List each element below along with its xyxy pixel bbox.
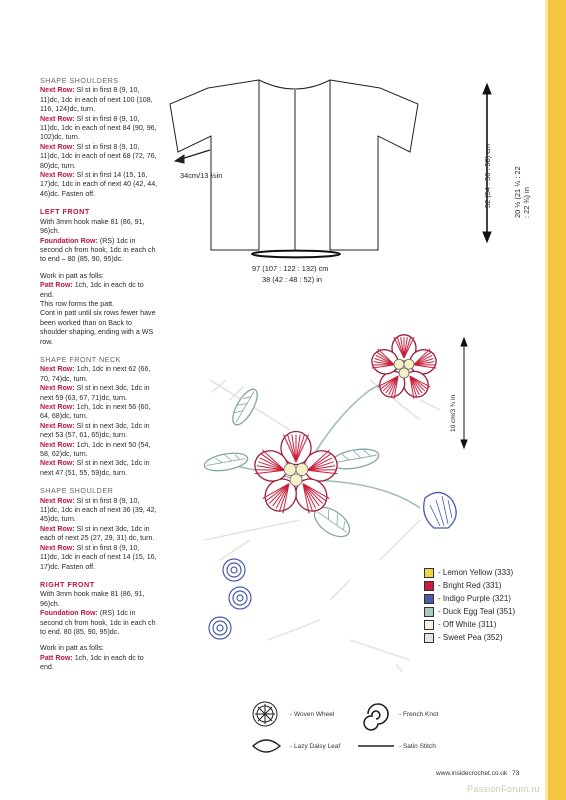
row-text: With 3mm hook make 81 (86, 91, 96)ch. <box>40 217 145 236</box>
legend-item <box>424 592 515 605</box>
row-text: Sl st in next 3dc, 1dc in next 53 (57, 61, 65)dc, turn. <box>40 421 150 440</box>
row-text: Sl st in first 8 (9, 10, 11)dc, 1dc in each of next 68 (72, 76, 80)dc, turn. <box>40 142 157 170</box>
row-text: (RS) 1dc in second ch from hook, 1dc in each ch to end. 80 (85, 90, 95)dc. <box>40 609 156 636</box>
sleeve-arrow <box>175 150 210 163</box>
french-knot-icon <box>364 704 388 730</box>
row-label: Foundation Row: <box>40 236 98 245</box>
row-text: Cont in patt until six rows fewer have been worked than on Back to shoulder shaping, ending with a WS row. <box>40 309 156 346</box>
row-label: Next Row: <box>40 496 75 505</box>
section-heading: SHAPE FRONT NECK <box>40 354 121 364</box>
length-cm-label: 52 (54 : 56 : 58) cm <box>483 143 492 208</box>
row-text: Work in patt as folls: <box>40 644 104 653</box>
row-text: Sl st in first 8 (9, 10, 11)dc, 1dc in each of next 84 (90, 96, 102)dc, turn. <box>40 114 157 142</box>
french-knot-centre <box>394 359 404 369</box>
french-knot-centre <box>399 368 409 378</box>
motif-size-arrow <box>461 338 467 448</box>
french-knot-centre <box>296 464 308 476</box>
legend-label: - Sweet Pea (352) <box>438 633 503 642</box>
row-text: Sl st in first 8 (9, 10, 11)dc, 1dc in each of next 36 (39, 42, 45)dc, turn. <box>40 496 157 524</box>
legend-label: - Indigo Purple (321) <box>438 594 511 603</box>
watermark: PassionForum.ru <box>466 784 540 794</box>
row-label: Next Row: <box>40 365 75 374</box>
row-label: Next Row: <box>40 142 75 151</box>
row-label: Next Row: <box>40 421 75 430</box>
row-text: Work in patt as folls: <box>40 271 104 280</box>
legend-label: - Bright Red (331) <box>438 581 502 590</box>
sleeve-label: 34cm/13 ½in <box>180 171 223 180</box>
woven-wheel-icon <box>253 702 277 726</box>
legend-item <box>424 618 515 631</box>
page-footer <box>436 770 519 777</box>
row-text: Sl st in next 3dc, 1dc in next 59 (63, 67, 71)dc, turn. <box>40 384 150 402</box>
row-label: Next Row: <box>40 459 75 468</box>
footer-site: www.insidecrochet.co.uk <box>436 770 508 777</box>
row-text: (RS) 1dc in second ch from hook, 1dc in each ch to end – 80 (85, 90, 95)dc. <box>40 236 156 264</box>
row-text: This row forms the patt. <box>40 299 115 308</box>
red-flower-large <box>251 432 341 518</box>
colour-swatch <box>424 633 434 643</box>
row-text: Sl st in next 3dc, 1dc in each of next 25 (27, 29, 31) dc, turn. <box>40 524 155 543</box>
french-knot-key-label: - French Knot <box>399 711 439 718</box>
leaf-left <box>203 450 249 473</box>
colour-swatch <box>424 581 434 591</box>
colour-swatch <box>424 607 434 617</box>
row-text: Sl st in first 14 (15, 16, 17)dc, 1dc in each of next 40 (42, 44, 46)dc. Fasten off. <box>40 171 158 198</box>
legend-label: - Lemon Yellow (333) <box>438 568 514 577</box>
row-label: Patt Row: <box>40 653 73 662</box>
garment-schematic <box>170 80 418 250</box>
woven-wheel-cluster <box>209 559 251 639</box>
width-arrow <box>252 251 340 258</box>
indigo-bud <box>424 492 456 528</box>
row-label: Patt Row: <box>40 281 73 290</box>
row-text: 1ch, 1dc in next 50 (54, 58, 62)dc, turn. <box>40 440 151 459</box>
width-cm-label: 97 (107 : 122 : 132) cm <box>252 264 329 273</box>
row-label: Foundation Row: <box>40 609 98 618</box>
section-heading: RIGHT FRONT <box>40 579 95 589</box>
woven-wheel-key-label: - Woven Wheel <box>290 711 335 718</box>
row-text: Sl st in first 8 (9, 10, 11)dc, 1dc in each of next 14 (15, 16, 17)dc. Fasten off. <box>40 543 157 571</box>
row-text: 1ch, 1dc in each dc to end. <box>40 653 144 672</box>
legend-label: - Duck Egg Teal (351) <box>438 607 516 616</box>
row-label: Next Row: <box>40 403 75 411</box>
row-text: Sl st in next 3dc, 1dc in next 47 (51, 55, 59)dc, turn. <box>40 459 150 477</box>
legend-item <box>424 605 515 618</box>
colour-swatch <box>424 594 434 604</box>
colour-legend <box>424 566 515 644</box>
colour-swatch <box>424 568 434 578</box>
legend-item <box>424 566 515 579</box>
width-in-label: 38 (42 : 48 : 52) in <box>262 275 322 284</box>
legend-item <box>424 579 515 592</box>
legend-label: - Off White (311) <box>438 620 497 629</box>
french-knot-centre <box>404 359 414 369</box>
leaf-top-left <box>228 386 262 429</box>
row-label: Next Row: <box>40 171 75 180</box>
red-flower-small <box>369 335 440 402</box>
section-heading: SHAPE SHOULDERS <box>40 76 119 85</box>
row-label: Next Row: <box>40 86 75 95</box>
row-label: Next Row: <box>40 114 75 123</box>
section-heading: LEFT FRONT <box>40 207 90 217</box>
motif-size-label: 10 cm/3 ¾ in <box>450 394 457 432</box>
lazy-daisy-icon <box>253 740 280 752</box>
footer-page-number: 73 <box>511 770 520 777</box>
french-knot-centre <box>290 474 302 486</box>
row-text: With 3mm hook make 81 (86, 91, 96)ch. <box>40 590 145 608</box>
colour-swatch <box>424 620 434 630</box>
row-text: 1ch, 1dc in next 62 (66, 70, 74)dc, turn. <box>40 365 151 383</box>
row-text: Sl st in first 8 (9, 10, 11)dc, 1dc in each of next 100 (108, 116, 124)dc, turn. <box>40 86 153 114</box>
row-label: Next Row: <box>40 524 75 533</box>
row-label: Next Row: <box>40 440 75 449</box>
satin-stitch-key-label: - Satin Stitch <box>399 743 436 750</box>
length-in-label: 20 ½ (21 ¼ : 22 : 22 ¾) in <box>513 166 531 218</box>
row-text: 1ch, 1dc in next 56 (60, 64, 68)dc, turn. <box>40 403 151 421</box>
legend-item <box>424 631 515 644</box>
row-label: Next Row: <box>40 384 75 393</box>
lazy-daisy-key-label: - Lazy Daisy Leaf <box>290 743 341 750</box>
row-label: Next Row: <box>40 543 75 552</box>
section-heading: SHAPE SHOULDER <box>40 486 114 496</box>
french-knot-centre <box>284 464 296 476</box>
row-text: 1ch, 1dc in each dc to end. <box>40 281 144 299</box>
